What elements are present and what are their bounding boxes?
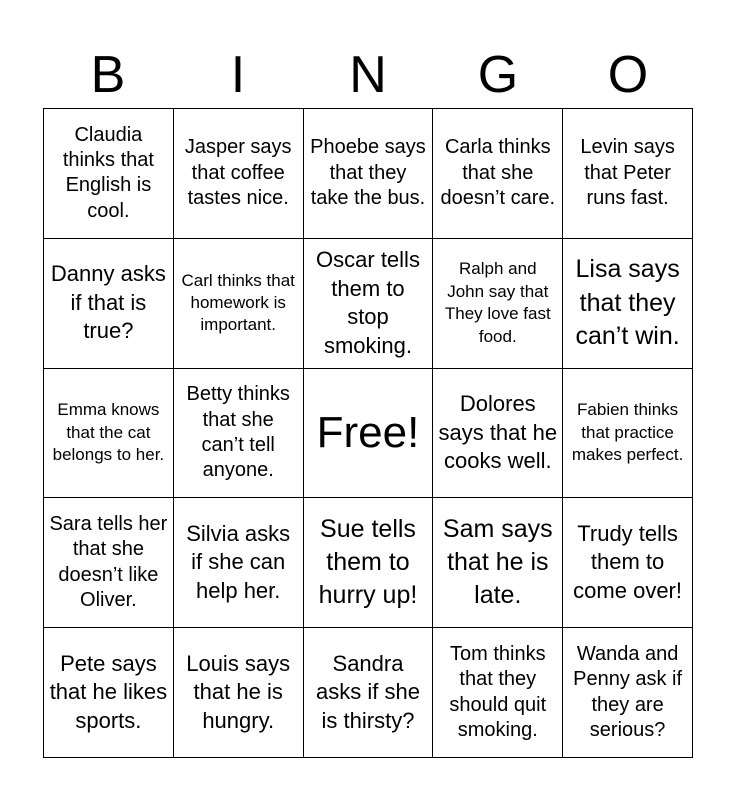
bingo-cell-r3c2[interactable] xyxy=(174,369,304,499)
bingo-cell-r2c3[interactable] xyxy=(304,239,434,369)
cell-text: Wanda and Penny ask if they are serious? xyxy=(573,642,683,741)
bingo-cell-r4c1[interactable] xyxy=(44,498,174,628)
cell-text: Louis says that he is hungry. xyxy=(186,650,291,733)
cell-text: Fabien thinks that practice makes perfect. xyxy=(571,400,684,465)
bingo-cell-r2c4[interactable] xyxy=(433,239,563,369)
bingo-cell-r2c1[interactable] xyxy=(44,239,174,369)
cell-text: Sara tells her that she doesn’t like Oliver. xyxy=(49,513,168,612)
cell-text: Sam says that he is late. xyxy=(442,514,553,610)
bingo-cell-r5c4[interactable] xyxy=(433,628,563,758)
cell-text: Dolores says that he cooks well. xyxy=(438,391,558,474)
bingo-cell-r1c5[interactable] xyxy=(563,109,693,239)
cell-text: Ralph and John say that They love fast food. xyxy=(444,259,551,346)
bingo-cell-r3c1[interactable] xyxy=(44,369,174,499)
bingo-cell-r4c2[interactable] xyxy=(174,498,304,628)
header-letter-g: G xyxy=(477,46,519,104)
cell-text: Carl thinks that homework is important. xyxy=(181,270,295,335)
header-letter-o: O xyxy=(607,46,649,104)
bingo-cell-r5c5[interactable] xyxy=(563,628,693,758)
cell-text: Betty thinks that she can’t tell anyone. xyxy=(186,383,290,482)
cell-text: Jasper says that coffee tastes nice. xyxy=(184,136,292,210)
cell-text: Sandra asks if she is thirsty? xyxy=(316,650,420,733)
bingo-cell-r3c4[interactable] xyxy=(433,369,563,499)
cell-text: Emma knows that the cat belongs to her. xyxy=(52,400,165,465)
cell-text: Trudy tells them to come over! xyxy=(573,520,682,604)
bingo-cell-r3c5[interactable] xyxy=(563,369,693,499)
cell-text: Silvia asks if she can help her. xyxy=(186,520,291,604)
bingo-cell-r2c2[interactable] xyxy=(174,239,304,369)
cell-text: Levin says that Peter runs fast. xyxy=(580,136,675,210)
free-space-label: Free! xyxy=(316,407,420,457)
cell-text: Sue tells them to hurry up! xyxy=(318,514,418,610)
cell-text: Claudia thinks that English is cool. xyxy=(62,123,154,222)
bingo-cell-r5c1[interactable] xyxy=(44,628,174,758)
bingo-cell-r4c5[interactable] xyxy=(563,498,693,628)
bingo-board xyxy=(43,108,693,758)
bingo-cell-r5c2[interactable] xyxy=(174,628,304,758)
cell-text: Pete says that he likes sports. xyxy=(49,650,168,733)
bingo-cell-r1c2[interactable] xyxy=(174,109,304,239)
header-letter-n: N xyxy=(349,46,387,104)
cell-text: Tom thinks that they should quit smoking. xyxy=(449,642,547,741)
cell-text: Carla thinks that she doesn’t care. xyxy=(440,136,556,210)
bingo-cell-r4c3[interactable] xyxy=(304,498,434,628)
header-letter-i: I xyxy=(230,46,246,104)
bingo-cell-r1c4[interactable] xyxy=(433,109,563,239)
cell-text: Danny asks if that is true? xyxy=(50,261,166,344)
header-letter-b: B xyxy=(90,46,126,104)
bingo-header xyxy=(43,42,693,108)
bingo-cell-r5c3[interactable] xyxy=(304,628,434,758)
bingo-cell-free[interactable] xyxy=(304,369,434,499)
bingo-cell-r4c4[interactable] xyxy=(433,498,563,628)
cell-text: Lisa says that they can’t win. xyxy=(575,255,680,350)
bingo-cell-r2c5[interactable] xyxy=(563,239,693,369)
bingo-cell-r1c1[interactable] xyxy=(44,109,174,239)
cell-text: Phoebe says that they take the bus. xyxy=(310,136,426,210)
cell-text: Oscar tells them to stop smoking. xyxy=(316,247,420,358)
bingo-cell-r1c3[interactable] xyxy=(304,109,434,239)
